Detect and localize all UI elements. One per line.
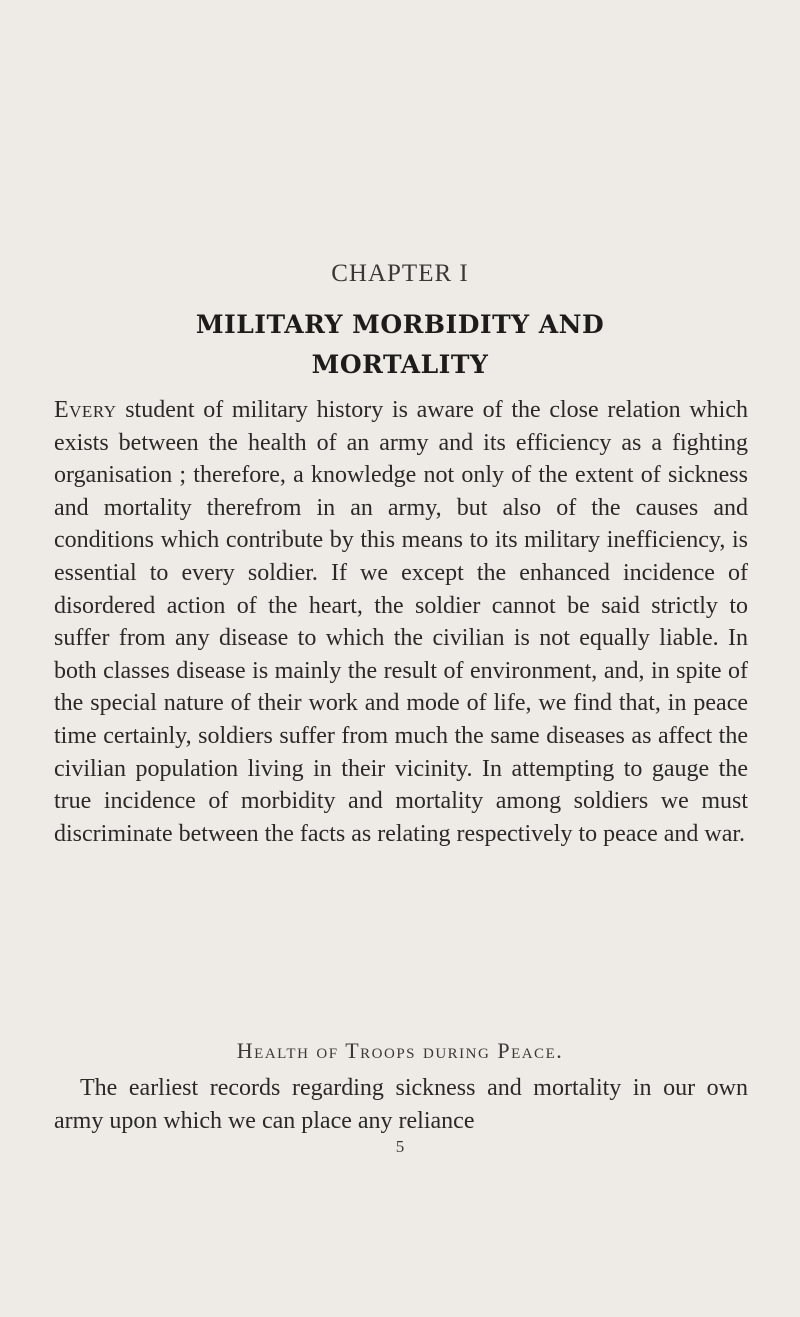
lead-word: Every [54,397,117,423]
section-heading: Health of Troops during Peace. [236,1038,564,1063]
chapter-title-line-1: MILITARY MORBIDITY AND [195,310,605,339]
page-number: 5 [395,1137,405,1156]
chapter-label: CHAPTER I [331,260,469,287]
chapter-title [80,305,720,385]
section-paragraph [54,1072,748,1137]
chapter-title-line-2: MORTALITY [311,350,489,379]
opening-paragraph [54,394,748,850]
paragraph-text: student of military history is aware of the close relation which exists between the health of an army and its efficiency as a fighting organisation ; therefore, a knowledge not only of the extent of sickness and mortality therefrom in an army, but also of the causes and conditions which contribute by this means to its military inefficiency, is essential to every soldier. If we except the enhanced incidence of disordered action of the heart, the soldier cannot be said strictly to suffer from any disease to which the civilian is not equally liable. In both classes disease is mainly the result of environment, and, in spite of the special nature of their work and mode of life, we find that, in peace time certainly, soldiers suffer from much the same diseases as affect the civilian population living in their vicinity. In attempting to gauge the true incidence of morbidity and mortality among soldiers we must discriminate between the facts as relating respectively to peace and war. [54,397,748,847]
section-paragraph-text: The earliest records regarding sickness and mortality in our own army upon which we can place any reliance [54,1075,748,1134]
